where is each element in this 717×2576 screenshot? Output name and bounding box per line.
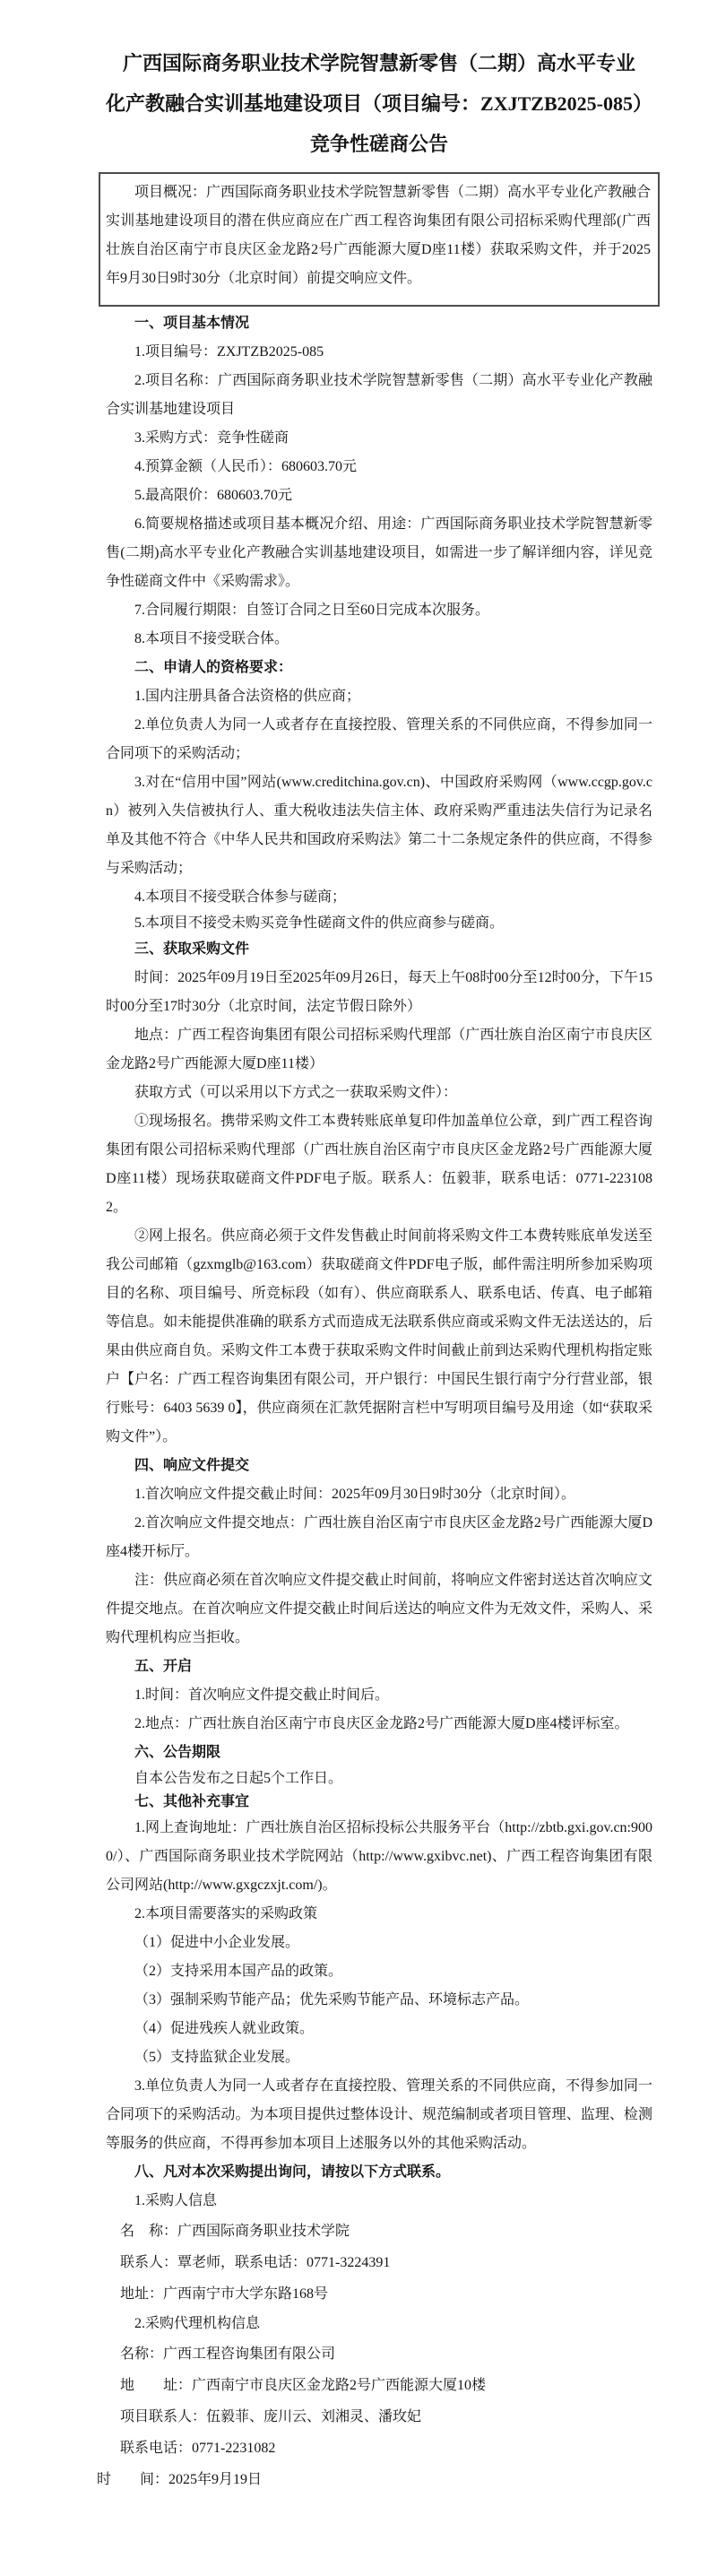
section-heading: 五、开启: [134, 1659, 193, 1674]
paragraph: 注：供应商必须在首次响应文件提交截止时间前，将响应文件密封送达首次响应文件提交地点。在首次响应文件提交截止时间后送达的响应文件为无效文件，采购人、采购代理机构应当拒收。: [106, 1573, 652, 1645]
paragraph: 1.项目编号：ZXJTZB2025-085: [134, 344, 324, 360]
project-summary-box: [99, 172, 660, 307]
title-line-1: 广西国际商务职业技术学院智慧新零售（二期）高水平专业: [122, 52, 635, 74]
section-heading: 七、其他补充事宜: [134, 1794, 250, 1809]
document-body: [97, 309, 652, 2495]
section-heading: 六、公告期限: [134, 1745, 221, 1760]
paragraph: 2.项目名称：广西国际商务职业技术学院智慧新零售（二期）高水平专业化产教融合实训基地建设项目: [106, 373, 652, 417]
paragraph: 8.本项目不接受联合体。: [134, 631, 289, 646]
paragraph: 联系电话：0771-2231082: [120, 2441, 276, 2456]
paragraph: 1.国内注册具备合法资格的供应商；: [134, 689, 361, 704]
paragraph: 1.网上查询地址：广西壮族自治区招标投标公共服务平台（http://zbtb.gxi.gov.cn:9000/）、广西国际商务职业技术学院网站（http://www.gxibvc.net)、广西工程咨询集团有限公司网站(http://www.gxgczxjt.com/)。: [106, 1820, 652, 1893]
paragraph: 5.本项目不接受未购买竞争性磋商文件的供应商参与磋商。: [134, 915, 505, 931]
paragraph: 名称：广西工程咨询集团有限公司: [120, 2346, 336, 2362]
paragraph: 2.首次响应文件提交地点：广西壮族自治区南宁市良庆区金龙路2号广西能源大厦D座4楼开标厅。: [106, 1515, 652, 1559]
paragraph: 地 址：广西南宁市良庆区金龙路2号广西能源大厦10楼: [120, 2378, 487, 2393]
paragraph: 1.首次响应文件提交截止时间：2025年09月30日9时30分（北京时间）。: [134, 1487, 576, 1502]
paragraph: 3.采购方式：竞争性磋商: [134, 430, 289, 446]
paragraph: 2.采购代理机构信息: [134, 2316, 261, 2331]
paragraph: ①现场报名。携带采购文件工本费转账底单复印件加盖单位公章，到广西工程咨询集团有限公司招标采购代理部（广西壮族自治区南宁市良庆区金龙路2号广西能源大厦D座11楼）现场获取磋商文件PDF电子版。联系人：伍毅菲，联系电话：0771-2231082。: [106, 1114, 652, 1215]
paragraph: 名 称：广西国际商务职业技术学院: [120, 2224, 350, 2239]
paragraph: 地点：广西工程咨询集团有限公司招标采购代理部（广西壮族自治区南宁市良庆区金龙路2号广西能源大厦D座11楼）: [106, 1028, 652, 1071]
paragraph: 6.简要规格描述或项目基本概况介绍、用途：广西国际商务职业技术学院智慧新零售(二期)高水平专业化产教融合实训基地建设项目，如需进一步了解详细内容，详见竞争性磋商文件中《采购需求》。: [106, 516, 652, 589]
paragraph: 4.预算金额（人民币）：680603.70元: [134, 459, 358, 474]
paragraph: 获取方式（可以采用以下方式之一获取采购文件）：: [134, 1085, 458, 1100]
document-title: [106, 43, 652, 164]
section-heading: 八、凡对本次采购提出询问，请按以下方式联系。: [134, 2164, 451, 2180]
section-heading: 一、项目基本情况: [134, 316, 250, 331]
section-heading: 二、申请人的资格要求：: [134, 660, 293, 675]
paragraph: （1）促进中小企业发展。: [134, 1935, 300, 1950]
section-heading: 四、响应文件提交: [134, 1458, 250, 1473]
paragraph: 3.单位负责人为同一人或者存在直接控股、管理关系的不同供应商，不得参加同一合同项下的采购活动。为本项目提供过整体设计、规范编制或者项目管理、监理、检测等服务的供应商，不得再参加本项目上述服务以外的其他采购活动。: [106, 2078, 652, 2151]
paragraph: （3）强制采购节能产品；优先采购节能产品、环境标志产品。: [134, 1992, 530, 2008]
paragraph: 联系人：覃老师，联系电话：0771-3224391: [120, 2255, 391, 2270]
paragraph: 1.采购人信息: [134, 2193, 218, 2208]
paragraph: 3.对在“信用中国”网站(www.creditchina.gov.cn)、中国政府采购网（www.ccgp.gov.cn）被列入失信被执行人、重大税收违法失信主体、政府采购严重违法失信行为记录名单及其他不符合《中华人民共和国政府采购法》第二十二条规定条件的供应商，不得参与采购活动；: [106, 775, 652, 876]
paragraph: 1.时间：首次响应文件提交截止时间后。: [134, 1687, 390, 1703]
paragraph: 2.本项目需要落实的采购政策: [134, 1906, 318, 1921]
title-line-3: 竞争性磋商公告: [309, 133, 448, 155]
title-line-2: 化产教融合实训基地建设项目（项目编号：ZXJTZB2025-085）: [106, 92, 652, 115]
paragraph: 4.本项目不接受联合体参与磋商；: [134, 889, 347, 905]
paragraph: 时间：2025年09月19日至2025年09月26日，每天上午08时00分至12时00分，下午15时00分至17时30分（北京时间，法定节假日除外）: [106, 970, 652, 1014]
paragraph: 7.合同履行期限：自签订合同之日至60日完成本次服务。: [134, 603, 490, 618]
section-heading: 三、获取采购文件: [134, 941, 250, 957]
paragraph: 2.地点：广西壮族自治区南宁市良庆区金龙路2号广西能源大厦D座4楼评标室。: [134, 1716, 629, 1731]
project-summary-text: 项目概况：广西国际商务职业技术学院智慧新零售（二期）高水平专业化产教融合实训基地建设项目的潜在供应商应在广西工程咨询集团有限公司招标采购代理部(广西壮族自治区南宁市良庆区金龙路2号广西能源大厦D座11楼）获取采购文件，并于2025年9月30日9时30分（北京时间）前提交响应文件。: [106, 185, 652, 286]
paragraph: 时 间：2025年9月19日: [97, 2472, 263, 2487]
paragraph: 地址：广西南宁市大学东路168号: [120, 2286, 329, 2302]
paragraph: （5）支持监狱企业发展。: [134, 2050, 300, 2065]
paragraph: ②网上报名。供应商必须于文件发售截止时间前将采购文件工本费转账底单发送至我公司邮箱（gzxmglb@163.com）获取磋商文件PDF电子版，邮件需注明所参加采购项目的名称、项目编号、所竞标段（如有）、供应商联系人、联系电话、传真、电子邮箱等信息。如未能提供准确的联系方式而造成无法联系供应商或采购文件无法送达的，后果由供应商自负。采购文件工本费于获取采购文件时间截止前到达采购代理机构指定账户【户名：广西工程咨询集团有限公司，开户银行：中国民生银行南宁分行营业部，银行账号：6403 5639 0】，供应商须在汇款凭据附言栏中写明项目编号及用途（如“获取采购文件”）。: [106, 1228, 652, 1444]
paragraph: 5.最高限价：680603.70元: [134, 488, 293, 503]
paragraph: 自本公告发布之日起5个工作日。: [134, 1771, 343, 1786]
paragraph: （4）促进残疾人就业政策。: [134, 2021, 315, 2036]
paragraph: 2.单位负责人为同一人或者存在直接控股、管理关系的不同供应商，不得参加同一合同项下的采购活动；: [106, 717, 652, 761]
paragraph: 项目联系人：伍毅菲、庞川云、刘湘灵、潘玫妃: [120, 2409, 422, 2424]
paragraph: （2）支持采用本国产品的政策。: [134, 1964, 343, 1979]
